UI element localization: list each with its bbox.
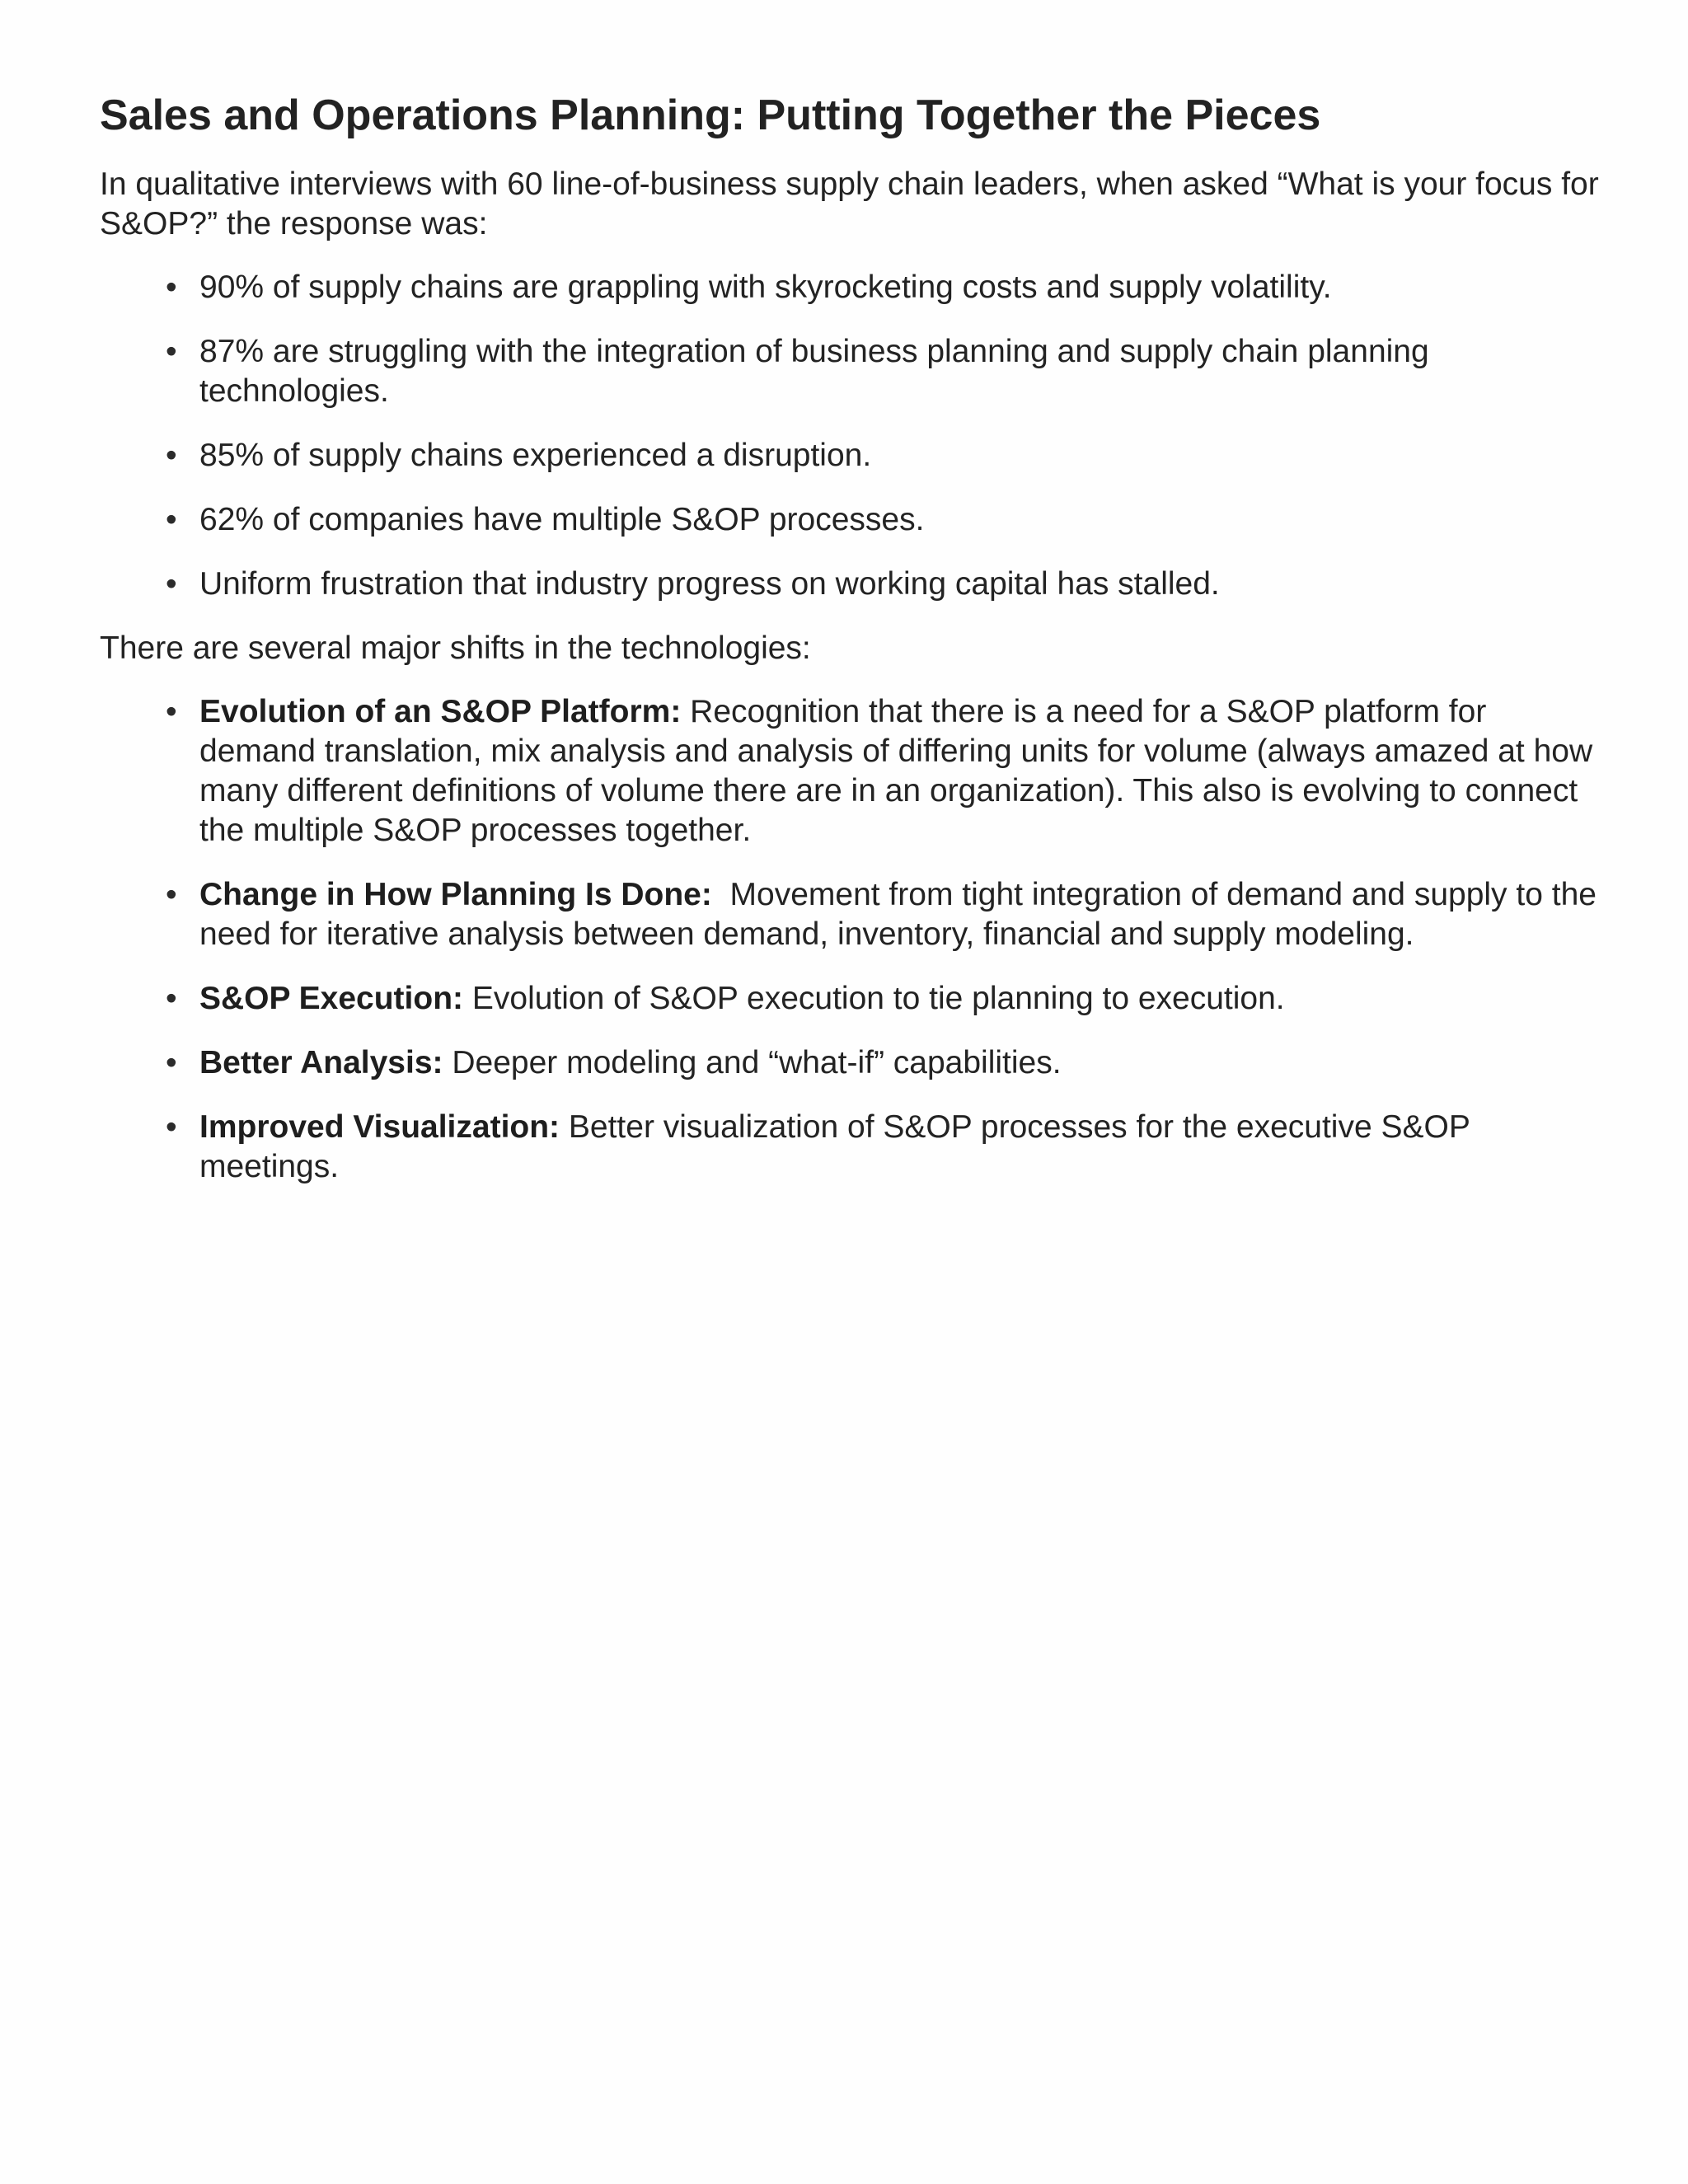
bullet-icon: • [166,269,177,305]
shift-item [100,1043,1600,1083]
finding-item [100,500,1600,540]
bullet-icon: • [166,334,177,369]
bullet-icon: • [166,1045,177,1080]
shift-lead: Evolution of an S&OP Platform: [199,694,682,729]
shift-item [100,692,1600,851]
shift-text: Better visualization of S&OP processes for the executive S&OP meetings. [199,1109,1479,1184]
shift-text: Evolution of S&OP execution to tie planning to execution. [463,981,1285,1016]
shift-text: Movement from tight integration of demand and supply to the need for iterative analysis between demand, inventory, financial and supply modeling. [199,877,1606,952]
bullet-icon: • [166,1109,177,1145]
bullet-icon: • [166,981,177,1016]
shift-item [100,875,1606,954]
bullet-icon: • [166,694,177,729]
finding-item [100,436,1600,476]
finding-text: 90% of supply chains are grappling with skyrocketing costs and supply volatility. [199,269,1332,305]
shift-lead: Better Analysis: [199,1045,443,1080]
bullet-icon: • [166,877,177,912]
shifts-list [100,692,1606,1187]
finding-text: Uniform frustration that industry progress on working capital has stalled. [199,566,1220,602]
finding-text: 62% of companies have multiple S&OP processes. [199,502,925,537]
finding-item [100,268,1600,307]
finding-item [100,565,1600,604]
document-content [100,89,1606,1212]
intro-paragraph: In qualitative interviews with 60 line-of-business supply chain leaders, when asked “What is your focus for S&OP?” the response was: [100,166,1599,241]
shift-text: Recognition that there is a need for a S&OP platform for demand translation, mix analysis and analysis of differing units for volume (always amazed at how many different definitions of volume there are in an organization). This also is evolving to connect the multiple S&OP processes together. [199,694,1601,848]
page-title: Sales and Operations Planning: Putting Together the Pieces [100,91,1321,139]
shift-lead: S&OP Execution: [199,981,464,1016]
finding-item [100,332,1600,411]
shift-item [100,979,1600,1019]
shift-lead: Change in How Planning Is Done: [199,877,712,912]
shift-lead: Improved Visualization: [199,1109,560,1145]
bullet-icon: • [166,566,177,602]
shift-text: Deeper modeling and “what-if” capabilities. [443,1045,1062,1080]
bullet-icon: • [166,502,177,537]
shift-item [100,1108,1600,1187]
finding-text: 87% are struggling with the integration of business planning and supply chain planning technologies. [199,334,1429,409]
findings-list [100,268,1600,604]
finding-text: 85% of supply chains experienced a disruption. [199,438,872,473]
bullet-icon: • [166,438,177,473]
shifts-intro-paragraph: There are several major shifts in the technologies: [100,630,811,666]
